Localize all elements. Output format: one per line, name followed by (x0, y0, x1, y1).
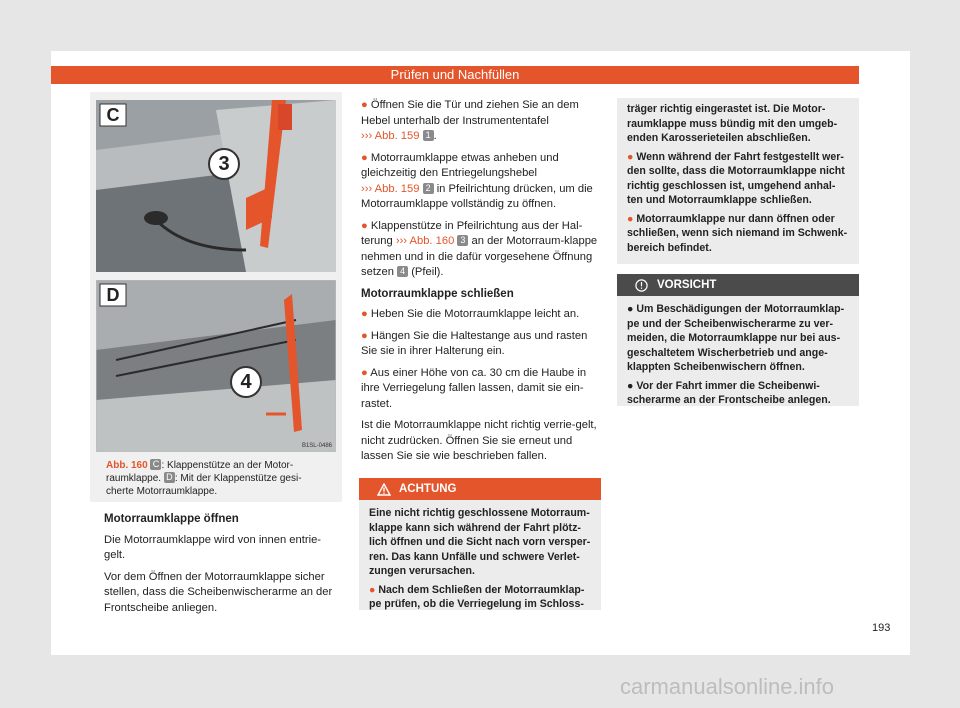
warning-continued-body (617, 98, 859, 265)
warning-box-achtung (359, 478, 601, 610)
bullet-icon: ● (361, 151, 368, 164)
warning-box-continued (617, 98, 859, 264)
link-abb-160[interactable]: ››› Abb. 160 (395, 235, 455, 247)
figure-label-d: D (106, 285, 120, 305)
figure-160 (90, 92, 342, 502)
info-circle-icon (635, 279, 648, 292)
bullet-icon: ● (627, 212, 634, 225)
link-abb-159[interactable]: ››› Abb. 159 (361, 130, 420, 142)
bullet-icon: ● (361, 99, 368, 111)
warning-text: Eine nicht richtig geschlossene Motorraum-klappe kann sich während der Fahrt plötz-lich öffnen und die Sicht nach vorn versper-ren. Das kann Unfälle und schwere Verlet-zungen verursachen. (369, 507, 591, 577)
bullet-icon: ● (627, 379, 634, 392)
photo-c (96, 100, 336, 272)
watermark: carmanualsonline.info (620, 674, 835, 699)
close-step-1: ● Heben Sie die Motorraumklappe leicht an. (361, 308, 580, 320)
column-2 (361, 98, 601, 471)
caution-bullet-2: ● Vor der Fahrt immer die Scheibenwi-scherarme an der Frontscheibe anlegen. (627, 379, 831, 406)
caption-d-badge: D (164, 472, 175, 483)
caption-c-badge: C (150, 459, 161, 470)
bullet-icon: ● (361, 308, 368, 320)
step-1: ● Öffnen Sie die Tür und ziehen Sie an dem Hebel unterhalb der Instrumententafel ››› Abb. 159 1 . (361, 99, 579, 142)
heading-open: Motorraumklappe öffnen (104, 513, 239, 525)
caution-body (617, 296, 859, 418)
warning-continued-text: träger richtig eingerastet ist. Die Motor-raumklappe muss bündig mit den umgeb-enden Karosserieteilen abschließen. (627, 103, 838, 144)
bullet-icon: ● (369, 583, 376, 596)
paragraph-1: Die Motorraumklappe wird von innen entrie-gelt. (104, 533, 322, 561)
warning-continued-bullet-1: ● Wenn während der Fahrt festgestellt wer-den sollte, dass die Motorraumklappe nicht richtig geschlossen ist, umgehend anhal-ten und Motorraumklappe schließen. (627, 150, 845, 206)
bullet-icon: ● (627, 150, 634, 163)
warning-title: ACHTUNG (399, 483, 457, 495)
step-2: ● Motorraumklappe etwas anheben und gleichzeitig den Entriegelungshebel ››› Abb. 159 2 in Pfeilrichtung drücken, um die Motorraumklappe vollständig zu öffnen. (361, 151, 593, 210)
marker-3: 3 (208, 148, 240, 180)
figure-code: B1SL-0486 (301, 443, 332, 449)
bullet-icon: ● (627, 303, 634, 315)
close-step-3: ● Aus einer Höhe von ca. 30 cm die Haube in ihre Verriegelung fallen lassen, damit sie ein-rastet. (361, 366, 587, 410)
column-1 (104, 512, 340, 622)
paragraph-end: Ist die Motorraumklappe nicht richtig verrie-gelt, nicht zudrücken. Öffnen Sie sie erneut und lassen Sie sie wie beschrieben fallen. (361, 419, 597, 462)
page-number: 193 (872, 622, 891, 634)
step-3: ● Klappenstütze in Pfeilrichtung aus der Hal-terung ››› Abb. 160 3 an der Motorraum-klappe nehmen und in die dafür vorgesehene Öffnung setzen 4 (Pfeil). (361, 219, 598, 278)
caption-label: Abb. 160 (106, 460, 148, 471)
bullet-icon: ● (361, 219, 368, 232)
caution-bullet-1: ● Um Beschädigungen der Motorraumklap-pe und der Scheibenwischerarme zu ver-meiden, die Motorraumklappe nur bei aus-geschaltetem Wischerbetrieb und ange-klappten Scheibenwischern öffnen. (627, 303, 845, 373)
figure-caption (106, 459, 326, 498)
warning-triangle-icon (377, 483, 391, 496)
caution-box-vorsicht (617, 274, 859, 406)
figure-label-c: C (106, 105, 120, 125)
paragraph-2: Vor dem Öffnen der Motorraumklappe sicher stellen, dass die Scheibenwischerarme an der Frontscheibe anliegen. (104, 570, 333, 614)
warning-continued-bullet-2: ● Motorraumklappe nur dann öffnen oder schließen, wenn sich niemand im Schwenk-bereich befindet. (627, 212, 848, 254)
bullet-icon: ● (361, 366, 368, 379)
caption-text-2: : Mit der Klappenstütze gesi-cherte Motorraumklappe. (106, 473, 302, 497)
caption-text-1: : Klappenstütze an der Motor-raumklappe. (106, 460, 294, 484)
link-abb-159[interactable]: ››› Abb. 159 (361, 182, 420, 195)
photo-d (96, 280, 336, 452)
heading-close: Motorraumklappe schließen (361, 287, 514, 300)
caution-header (617, 274, 859, 296)
warning-bullet: ● Nach dem Schließen der Motorraumklap-pe prüfen, ob die Verriegelung im Schloss- (369, 583, 585, 610)
bullet-icon: ● (361, 329, 368, 342)
warning-body (359, 500, 601, 622)
page-header: Prüfen und Nachfüllen (51, 66, 859, 84)
caution-title: VORSICHT (657, 279, 717, 291)
close-step-2: ● Hängen Sie die Haltestange aus und rasten Sie sie in ihrer Halterung ein. (361, 329, 588, 357)
warning-header (359, 478, 601, 500)
marker-4: 4 (230, 366, 262, 398)
